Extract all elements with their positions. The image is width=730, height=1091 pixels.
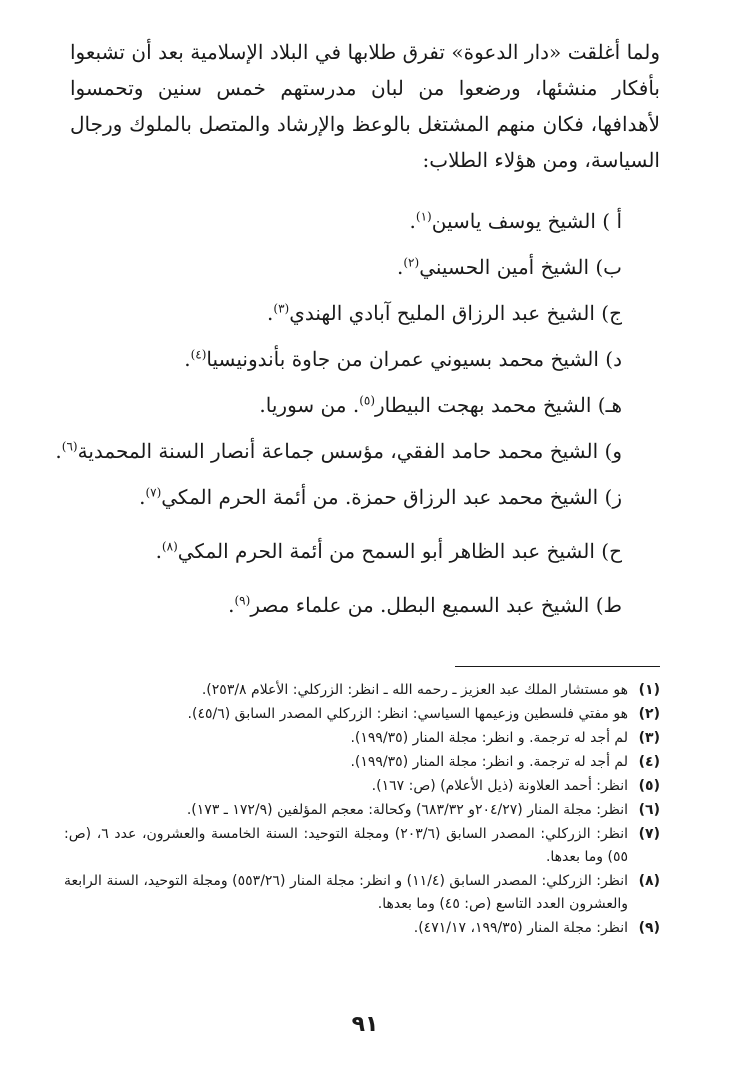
list-item: [22, 590, 622, 620]
footnote-reference[interactable]: (٣): [273, 301, 290, 316]
footnote-reference[interactable]: (٧): [145, 485, 162, 500]
footnote: [64, 799, 660, 822]
list-item: [22, 482, 622, 512]
student-tail: .: [155, 539, 162, 563]
footnote-text: لم أجد له ترجمة. و انظر: مجلة المنار (١٩٩/٣٥).: [350, 730, 628, 746]
student-name: ز) الشيخ محمد عبد الرزاق حمزة. من أئمة الحرم المكي: [161, 485, 622, 509]
list-item: [22, 536, 622, 566]
footnote-reference[interactable]: (٨): [161, 539, 178, 554]
student-tail: .: [55, 439, 62, 463]
footnote-text: هو مفتي فلسطين وزعيمها السياسي: انظر: الزركلي المصدر السابق (٤٥/٦).: [187, 706, 628, 722]
footnote-text: انظر: مجلة المنار (٢٠٤/٢٧و ٦٨٣/٣٢) وكحالة: معجم المؤلفين (١٧٢/٩ ـ ١٧٣).: [186, 802, 628, 818]
footnote-reference[interactable]: (٦): [61, 439, 78, 454]
student-name: ح) الشيخ عبد الظاهر أبو السمح من أئمة الحرم المكي: [177, 539, 622, 563]
student-name: د) الشيخ محمد بسيوني عمران من جاوة بأندونيسيا: [206, 347, 622, 371]
student-name: أ ) الشيخ يوسف ياسين: [431, 209, 622, 233]
footnote-number: (٣): [638, 730, 660, 746]
footnote: [64, 751, 660, 774]
body-paragraph-block: [70, 34, 660, 178]
footnote-text: انظر: الزركلي: المصدر السابق (٢٠٣/٦) ومجلة التوحيد: السنة الخامسة والعشرون، عدد ٦، (ص: ٥٥) وما بعدها.: [64, 826, 628, 865]
student-tail: .: [184, 347, 191, 371]
footnote: [64, 823, 660, 869]
footnote-reference[interactable]: (٢): [403, 255, 420, 270]
footnote-reference[interactable]: (٥): [359, 393, 376, 408]
list-item: [22, 390, 622, 420]
footnote: [64, 727, 660, 750]
student-tail: .: [228, 593, 235, 617]
list-item: [22, 252, 622, 282]
intro-paragraph: ولما أغلقت «دار الدعوة» تفرق طلابها في البلاد الإسلامية بعد أن تشبعوا بأفكار منشئها، ورضعوا من لبان مدرستهم خمس سنين وتحمسوا لأهدافها، فكان منهم المشتغل بالوعظ والإرشاد والمتصل بالملوك ورجال السياسة، ومن هؤلاء الطلاب:: [70, 40, 660, 172]
footnote: [64, 703, 660, 726]
footnote-reference[interactable]: (١): [415, 209, 432, 224]
footnotes-section: [64, 679, 660, 941]
footnote-number: (١): [638, 682, 660, 698]
page-number: ٩١: [351, 1012, 379, 1037]
student-name: و) الشيخ محمد حامد الفقي، مؤسس جماعة أنصار السنة المحمدية: [77, 439, 622, 463]
student-tail: .: [267, 301, 274, 325]
footnote-reference[interactable]: (٤): [190, 347, 207, 362]
footnote: [64, 870, 660, 916]
footnote-number: (٤): [638, 754, 660, 770]
footnote-text: انظر: أحمد العلاونة (ذيل الأعلام) (ص: ١٦٧).: [371, 778, 628, 794]
list-item: [22, 436, 622, 466]
footnote-number: (٦): [638, 802, 660, 818]
footnote: [64, 775, 660, 798]
footnote-text: لم أجد له ترجمة. و انظر: مجلة المنار (١٩٩/٣٥).: [350, 754, 628, 770]
footnote-divider: [455, 666, 660, 667]
footnote-number: (٧): [638, 826, 660, 842]
footnote: [64, 679, 660, 702]
footnote: [64, 917, 660, 940]
student-tail: .: [139, 485, 146, 509]
student-tail: .: [397, 255, 404, 279]
footnote-text: هو مستشار الملك عبد العزيز ـ رحمه الله ـ انظر: الزركلي: الأعلام ٢٥٣/٨).: [201, 682, 628, 698]
student-name: هـ) الشيخ محمد بهجت البيطار: [375, 393, 622, 417]
footnote-text: انظر: مجلة المنار (١٩٩/٣٥، ٤٧١/١٧).: [413, 920, 628, 936]
student-tail: . من سوريا.: [259, 393, 360, 417]
list-item: [22, 206, 622, 236]
students-list: [22, 206, 622, 636]
footnote-number: (٥): [638, 778, 660, 794]
student-name: ب) الشيخ أمين الحسيني: [419, 255, 622, 279]
footnote-number: (٢): [638, 706, 660, 722]
student-tail: .: [409, 209, 416, 233]
footnote-number: (٩): [638, 920, 660, 936]
footnote-reference[interactable]: (٩): [234, 593, 251, 608]
student-name: ط) الشيخ عبد السميع البطل. من علماء مصر: [250, 593, 622, 617]
student-name: ج) الشيخ عبد الرزاق المليح آبادي الهندي: [289, 301, 622, 325]
footnote-number: (٨): [638, 873, 660, 889]
footnote-text: انظر: الزركلي: المصدر السابق (١١/٤) و انظر: مجلة المنار (٥٥٣/٢٦) ومجلة التوحيد، السنة الرابعة والعشرون العدد التاسع (ص: ٤٥) وما بعدها.: [64, 873, 628, 912]
list-item: [22, 344, 622, 374]
list-item: [22, 298, 622, 328]
